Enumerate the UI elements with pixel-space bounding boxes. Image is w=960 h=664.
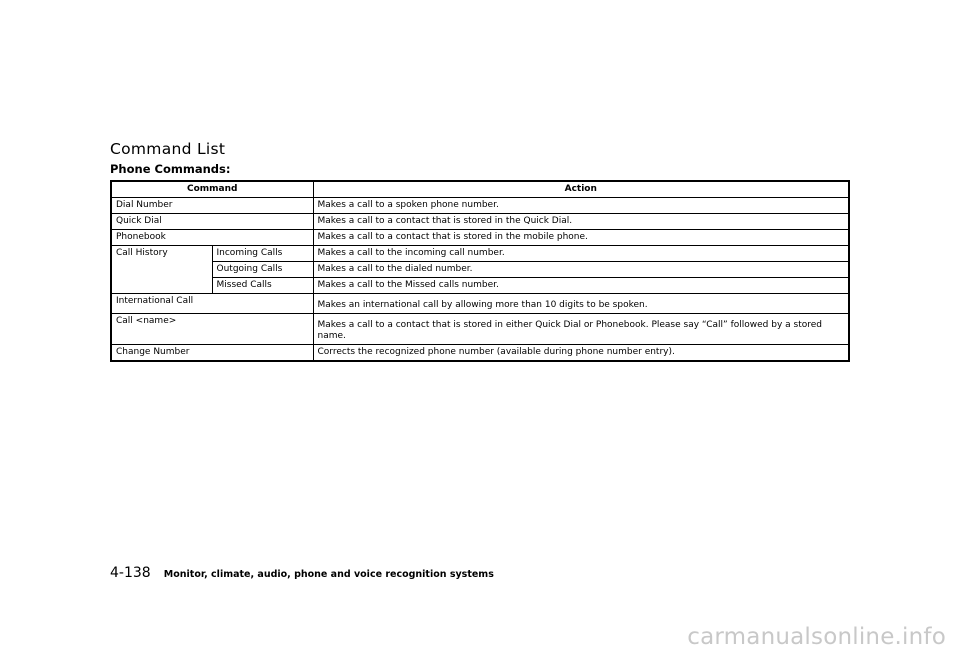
table-row <box>111 345 849 362</box>
command-cell: Change Number <box>111 345 313 362</box>
table-row <box>111 294 849 314</box>
table-row <box>111 246 849 262</box>
action-cell: Corrects the recognized phone number (available during phone number entry). <box>313 345 849 362</box>
action-cell: Makes an international call by allowing more than 10 digits to be spoken. <box>313 294 849 314</box>
table-row <box>111 198 849 214</box>
table-row <box>111 262 849 278</box>
action-cell: Makes a call to a contact that is stored in either Quick Dial or Phonebook. Please say “Call” followed by a stored name. <box>313 314 849 345</box>
action-cell: Makes a call to a contact that is stored in the mobile phone. <box>313 230 849 246</box>
command-cell: International Call <box>111 294 313 314</box>
table-row <box>111 278 849 294</box>
command-cell: Call History <box>111 246 212 294</box>
header-command: Command <box>111 181 313 198</box>
sub-title: Phone Commands: <box>110 162 231 176</box>
watermark: carmanualsonline.info <box>687 624 946 650</box>
command-cell: Quick Dial <box>111 214 313 230</box>
table-row <box>111 314 849 345</box>
footer-chapter-title: Monitor, climate, audio, phone and voice recognition systems <box>163 569 494 580</box>
page-number: 4-138 <box>110 565 151 581</box>
command-cell: Phonebook <box>111 230 313 246</box>
page-footer <box>110 562 494 581</box>
command-cell: Call <name> <box>111 314 313 345</box>
command-cell: Dial Number <box>111 198 313 214</box>
table-header-row <box>111 181 849 198</box>
sub-command-cell: Incoming Calls <box>212 246 313 262</box>
sub-command-cell: Missed Calls <box>212 278 313 294</box>
action-cell: Makes a call to the Missed calls number. <box>313 278 849 294</box>
section-title: Command List <box>110 140 226 158</box>
sub-command-cell: Outgoing Calls <box>212 262 313 278</box>
action-cell: Makes a call to the incoming call number. <box>313 246 849 262</box>
action-cell: Makes a call to a contact that is stored in the Quick Dial. <box>313 214 849 230</box>
table-row <box>111 214 849 230</box>
action-cell: Makes a call to a spoken phone number. <box>313 198 849 214</box>
phone-commands-table <box>110 180 850 362</box>
table-row <box>111 230 849 246</box>
action-cell: Makes a call to the dialed number. <box>313 262 849 278</box>
header-action: Action <box>313 181 849 198</box>
